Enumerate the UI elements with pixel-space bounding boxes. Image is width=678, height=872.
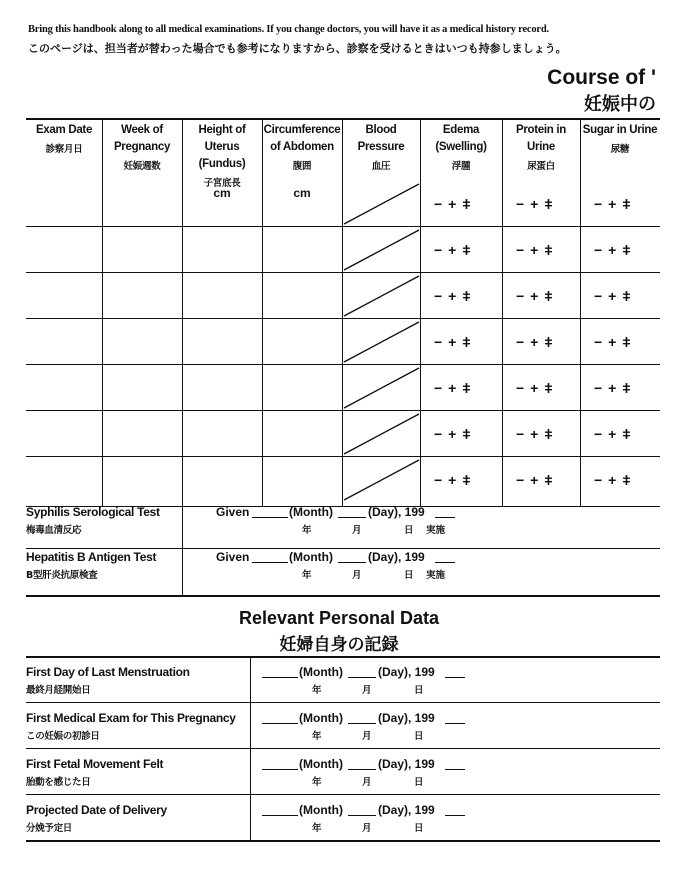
test-bottom-rule	[26, 595, 660, 597]
column-header-japanese: 妊娠週数	[123, 161, 161, 172]
month-blank[interactable]	[262, 665, 298, 678]
personal-row-name: First Day of Last Menstruation	[26, 665, 190, 679]
urine-result-scale: −+ǂ	[594, 380, 637, 396]
japanese-month: 月	[362, 685, 372, 696]
test-row-divider	[26, 548, 660, 549]
personal-column-divider	[250, 656, 251, 842]
blood-pressure-divider	[344, 368, 419, 408]
urine-result-scale: −+ǂ	[516, 288, 559, 304]
urine-result-scale: −+ǂ	[516, 426, 559, 442]
unit-cm-label: cm	[293, 186, 311, 200]
column-header	[102, 122, 182, 175]
urine-result-scale: −+ǂ	[594, 334, 637, 350]
given-label: Given	[216, 505, 250, 519]
intro-english: Bring this handbook along to all medical examinations. If you change doctors, you will have it as a medical history record.	[28, 24, 549, 35]
japanese-done: 実施	[426, 525, 446, 536]
column-divider	[262, 118, 263, 506]
personal-bottom-rule	[26, 840, 660, 842]
japanese-month: 月	[352, 570, 362, 581]
column-header-label: Blood Pressure	[357, 124, 405, 153]
given-label: Given	[216, 550, 250, 564]
blood-pressure-divider	[344, 230, 419, 270]
column-header-japanese: 浮腫	[451, 161, 471, 172]
column-divider	[580, 118, 581, 506]
personal-top-rule	[26, 656, 660, 658]
column-divider	[502, 118, 503, 506]
urine-result-scale: −+ǂ	[434, 334, 477, 350]
year-blank[interactable]	[445, 665, 465, 678]
japanese-month: 月	[362, 731, 372, 742]
japanese-year: 年	[312, 685, 322, 696]
day-label: (Day), 199	[378, 757, 435, 771]
column-header-label: Protein in Urine	[515, 124, 567, 153]
column-header-japanese: 血圧	[371, 161, 391, 172]
japanese-day: 日	[404, 570, 414, 581]
column-header-label: Height of Uterus (Fundus)	[198, 124, 246, 170]
blood-pressure-divider	[344, 322, 419, 362]
personal-data-title: Relevant Personal Data	[238, 608, 440, 628]
urine-result-scale: −+ǂ	[434, 426, 477, 442]
year-blank[interactable]	[435, 505, 455, 518]
course-title-english: Course of '	[547, 66, 656, 89]
test-label	[26, 505, 160, 536]
personal-row-name-japanese: この妊娠の初診日	[26, 731, 100, 742]
urine-result-scale: −+ǂ	[594, 472, 637, 488]
personal-row-name-japanese: 最終月経開始日	[26, 685, 91, 696]
blood-pressure-divider	[344, 184, 419, 224]
personal-row-name: First Medical Exam for This Pregnancy	[26, 711, 236, 725]
month-label: (Month)	[299, 803, 343, 817]
japanese-day: 日	[414, 823, 424, 834]
year-blank[interactable]	[445, 711, 465, 724]
urine-result-scale: −+ǂ	[516, 334, 559, 350]
day-blank[interactable]	[348, 665, 376, 678]
column-header	[182, 122, 262, 192]
month-blank[interactable]	[262, 757, 298, 770]
column-header-japanese: 尿蛋白	[527, 161, 555, 172]
personal-row-label	[26, 711, 236, 742]
urine-result-scale: −+ǂ	[516, 242, 559, 258]
personal-row-name: First Fetal Movement Felt	[26, 757, 164, 771]
day-blank[interactable]	[348, 757, 376, 770]
test-name-japanese: 梅毒血清反応	[26, 525, 82, 536]
urine-result-scale: −+ǂ	[594, 242, 637, 258]
month-blank[interactable]	[252, 505, 288, 518]
column-header-label: Week of Pregnancy	[113, 124, 171, 153]
column-divider	[102, 118, 103, 506]
column-header-japanese: 腹囲	[292, 161, 312, 172]
year-blank[interactable]	[445, 757, 465, 770]
column-header-label: Exam Date	[35, 124, 93, 136]
japanese-year: 年	[312, 777, 322, 788]
japanese-year: 年	[302, 525, 312, 536]
japanese-day: 日	[404, 525, 414, 536]
personal-row-name-japanese: 分娩予定日	[26, 823, 73, 834]
column-header	[262, 122, 342, 175]
column-header-japanese: 尿糖	[610, 144, 630, 155]
day-label: (Day), 199	[378, 665, 435, 679]
table-top-rule	[26, 118, 660, 120]
japanese-day: 日	[414, 685, 424, 696]
urine-result-scale: −+ǂ	[594, 288, 637, 304]
blood-pressure-diagonals	[342, 180, 422, 506]
month-label: (Month)	[299, 757, 343, 771]
column-header	[580, 122, 660, 158]
personal-row-divider	[26, 794, 660, 795]
japanese-year: 年	[312, 731, 322, 742]
personal-data-title-japanese: 妊婦自身の記録	[279, 635, 399, 655]
column-header	[420, 122, 502, 175]
blood-pressure-divider	[344, 460, 419, 500]
test-name: Syphilis Serological Test	[26, 505, 160, 519]
month-label: (Month)	[289, 505, 333, 519]
personal-row-label	[26, 665, 190, 696]
day-blank[interactable]	[338, 505, 366, 518]
japanese-month: 月	[362, 777, 372, 788]
column-header-label: Edema (Swelling)	[435, 124, 487, 153]
test-column-divider	[182, 506, 183, 596]
month-blank[interactable]	[252, 550, 288, 563]
blood-pressure-divider	[344, 414, 419, 454]
intro-japanese: このページは、担当者が替わった場合でも参考になりますから、診察を受けるときはいつも持参しましょう。	[28, 42, 567, 55]
japanese-month: 月	[352, 525, 362, 536]
month-blank[interactable]	[262, 711, 298, 724]
test-name-japanese: B型肝炎抗原検査	[26, 570, 98, 581]
column-header-label: Circumference of Abdomen	[263, 124, 341, 153]
japanese-month: 月	[362, 823, 372, 834]
day-label: (Day), 199	[368, 550, 425, 564]
column-header-label: Sugar in Urine	[582, 124, 658, 136]
day-blank[interactable]	[348, 803, 376, 816]
urine-result-scale: −+ǂ	[434, 242, 477, 258]
urine-result-scale: −+ǂ	[434, 380, 477, 396]
japanese-done: 実施	[426, 570, 446, 581]
personal-row-label	[26, 803, 167, 834]
day-blank[interactable]	[348, 711, 376, 724]
month-label: (Month)	[299, 665, 343, 679]
japanese-day: 日	[414, 777, 424, 788]
course-title-japanese: 妊娠中の	[584, 94, 656, 115]
day-label: (Day), 199	[378, 803, 435, 817]
personal-row-label	[26, 757, 163, 788]
urine-result-scale: −+ǂ	[516, 380, 559, 396]
month-label: (Month)	[299, 711, 343, 725]
column-header	[502, 122, 580, 175]
personal-row-name-japanese: 胎動を感じた日	[26, 777, 91, 788]
blood-pressure-divider	[344, 276, 419, 316]
urine-result-scale: −+ǂ	[516, 472, 559, 488]
day-blank[interactable]	[338, 550, 366, 563]
column-header-japanese: 診察月日	[45, 144, 83, 155]
urine-result-scale: −+ǂ	[434, 288, 477, 304]
day-label: (Day), 199	[378, 711, 435, 725]
personal-row-divider	[26, 702, 660, 703]
year-blank[interactable]	[435, 550, 455, 563]
column-header-japanese: 子宮底長	[203, 178, 241, 189]
month-blank[interactable]	[262, 803, 298, 816]
personal-row-divider	[26, 748, 660, 749]
column-header	[342, 122, 420, 175]
urine-result-scale: −+ǂ	[516, 196, 559, 212]
japanese-year: 年	[302, 570, 312, 581]
personal-row-name: Projected Date of Delivery	[26, 803, 167, 817]
unit-cm-label: cm	[213, 186, 231, 200]
urine-result-scale: −+ǂ	[594, 426, 637, 442]
japanese-day: 日	[414, 731, 424, 742]
urine-result-scale: −+ǂ	[434, 472, 477, 488]
urine-result-scale: −+ǂ	[434, 196, 477, 212]
year-blank[interactable]	[445, 803, 465, 816]
test-label	[26, 550, 156, 581]
japanese-year: 年	[312, 823, 322, 834]
urine-result-scale: −+ǂ	[594, 196, 637, 212]
column-header	[26, 122, 102, 158]
test-name: Hepatitis B Antigen Test	[26, 550, 157, 564]
month-label: (Month)	[289, 550, 333, 564]
day-label: (Day), 199	[368, 505, 425, 519]
